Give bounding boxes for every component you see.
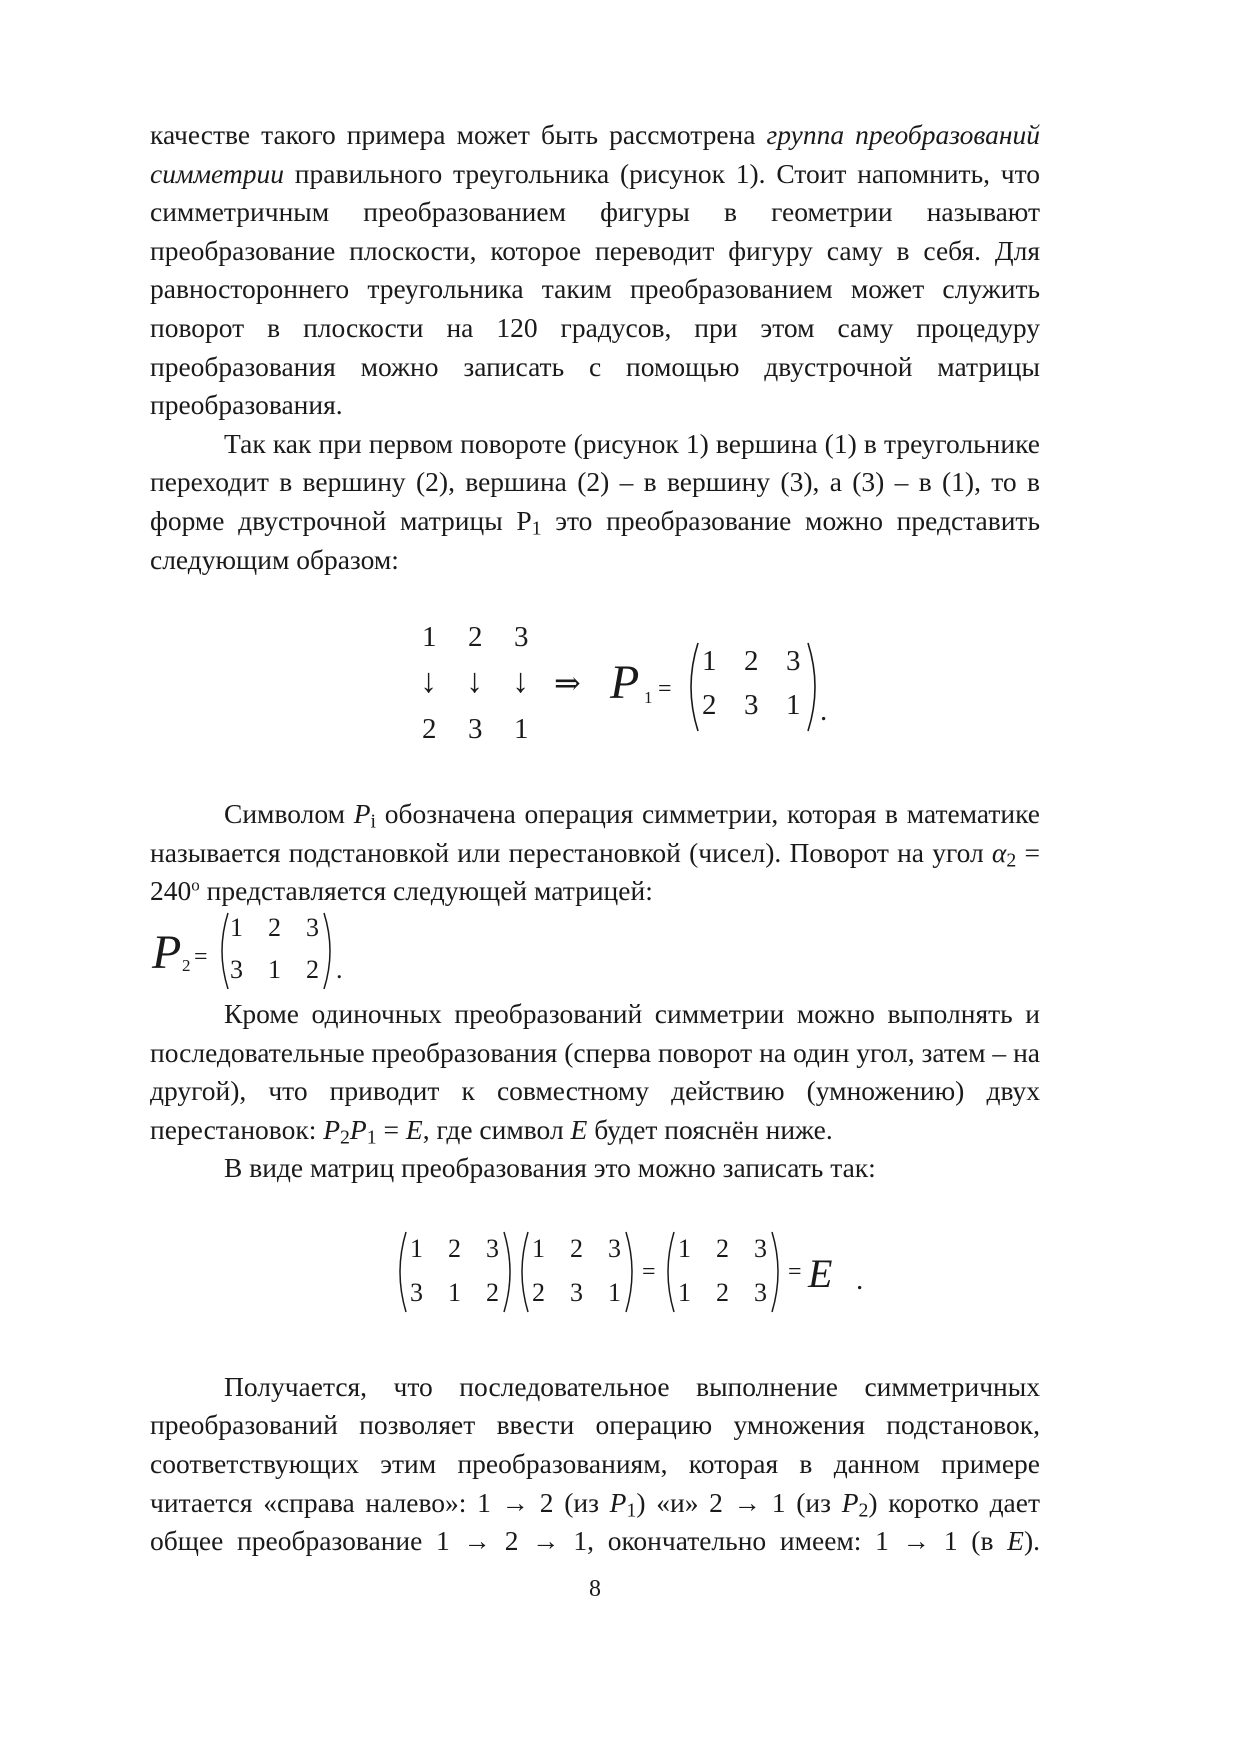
paragraph-4 [150, 995, 1040, 1149]
f3-m2-r2c2: 3 [570, 1277, 583, 1307]
f3-m1-r2c2: 1 [448, 1277, 461, 1307]
p3-text-4: представляется следующей матрицей: [199, 875, 653, 907]
formula-p2 [150, 911, 1040, 995]
p6-symbol-e: E [1007, 1525, 1024, 1557]
f1-arrow-2: ↓ [466, 663, 483, 701]
f1-top-3: 3 [514, 621, 529, 654]
p4-symbol-e-2: E [570, 1113, 588, 1145]
f3-m1-paren-left [394, 1230, 408, 1314]
f1-r1c3: 3 [786, 645, 801, 678]
f3-m2-r1c1: 1 [532, 1233, 545, 1263]
f2-r1c3: 3 [306, 912, 319, 942]
paragraph-5 [150, 1149, 1040, 1188]
p4-text-4: будет пояснён ниже. [587, 1113, 833, 1145]
f1-bottom-2: 3 [468, 713, 483, 746]
p6-text-3: ) коротко дает общее преобразование 1 → 2 → 1, окончательно имеем: 1 → 1 (в [150, 1486, 1040, 1557]
f2-r2c2: 1 [268, 954, 281, 984]
p3-degree: o [191, 875, 200, 895]
p6-text-1: Получается, что последовательное выполнение симметричных преобразований позволяет ввести операцию умножения подстановок, соответствующих этим преобразованиям, которая в данном примере читается «справа налево»: 1 → 2 (из [150, 1370, 1040, 1518]
p4-text-3: , где символ [422, 1113, 571, 1145]
f3-m2-r2c3: 1 [608, 1277, 621, 1307]
p6-sub-2: 2 [858, 1499, 869, 1521]
f3-m1-paren-right [502, 1230, 516, 1314]
p6-text-2: ) «и» 2 → 1 (из [636, 1486, 842, 1518]
p4-symbol-e: E [405, 1113, 423, 1145]
f1-r2c2: 3 [744, 689, 759, 722]
f3-m3-r2c3: 3 [754, 1277, 767, 1307]
f1-symbol-p: P [610, 656, 640, 710]
f1-arrow-1: ↓ [420, 663, 437, 701]
formula-p1 [150, 579, 1040, 795]
f3-result-e: E [808, 1250, 833, 1296]
paragraph-6 [150, 1368, 1040, 1561]
f3-m1-r2c3: 2 [486, 1277, 499, 1307]
p4-text-2: = [376, 1113, 406, 1145]
f1-equals: = [658, 676, 672, 703]
f2-paren-right [322, 911, 336, 991]
f2-r1c1: 1 [230, 912, 243, 942]
p6-symbol-p1: P [609, 1486, 627, 1518]
f2-r2c1: 3 [230, 954, 243, 984]
p4-sub-1: 1 [366, 1126, 377, 1149]
f2-r2c3: 2 [306, 954, 319, 984]
page-number: 8 [589, 1576, 601, 1602]
f3-equals-1: = [642, 1258, 656, 1285]
f3-m1-r1c1: 1 [410, 1233, 423, 1263]
f3-m1-r2c1: 3 [410, 1277, 423, 1307]
f1-r2c1: 2 [702, 689, 717, 722]
f3-m3-r2c2: 2 [716, 1277, 729, 1307]
f1-paren-left [684, 641, 700, 733]
p2-text-1: Так как при первом повороте (рисунок 1) вершина (1) в треугольнике переходит в вершину (2), вершина (2) – в вершину (3), а (3) – в (1), то в форме двустрочной матрицы Р [150, 427, 1040, 536]
f1-bottom-1: 2 [422, 713, 437, 746]
f1-arrow-3: ↓ [512, 663, 529, 701]
p4-symbol-p1: P [349, 1113, 367, 1145]
p3-symbol-alpha: α [991, 836, 1007, 868]
f3-m3-paren-right [770, 1230, 784, 1314]
f1-bottom-3: 1 [514, 713, 529, 746]
p1-text-2: правильного треугольника (рисунок 1). Стоит напомнить, что симметричным преобразованием фигуры в геометрии называют преобразование плоскости, которое переводит фигуру саму в себя. Для равностороннего треугольника таким преобразованием может служить поворот в плоскости на 120 градусов, при этом саму процедуру преобразования можно записать с помощью двустрочной матрицы преобразования. [150, 157, 1040, 421]
p4-symbol-p2: P [323, 1113, 341, 1145]
p6-text-4: ). [1023, 1525, 1040, 1557]
p6-symbol-p2: P [841, 1486, 859, 1518]
p1-text-1: качестве такого примера может быть рассмотрена [150, 119, 767, 150]
f1-period: . [820, 695, 828, 728]
f1-r2c3: 1 [786, 689, 801, 722]
f3-period: . [856, 1263, 864, 1296]
p5-text-1: В виде матриц преобразования это можно записать так: [224, 1152, 876, 1184]
p4-text-1: Кроме одиночных преобразований симметрии можно выполнять и последовательные преобразования (сперва поворот на один угол, затем – на другой), что приводит к совместному действию (умножению) двух перестановок: [150, 997, 1040, 1145]
f2-period: . [336, 954, 343, 984]
p2-subscript: 1 [531, 517, 542, 540]
p2-text-2: это преобразование можно представить следующим образом: [150, 504, 1040, 575]
p3-text-1: Символом [224, 798, 354, 830]
paragraph-1 [150, 116, 1040, 425]
f3-m2-paren-right [624, 1230, 638, 1314]
f3-m3-r1c3: 3 [754, 1233, 767, 1263]
f3-m1-r1c3: 3 [486, 1233, 499, 1263]
f3-m2-r2c1: 2 [532, 1277, 545, 1307]
p3-text-2: обозначена операция симметрии, которая в математике называется подстановкой или перестановкой (чисел). Поворот на угол [150, 798, 1041, 868]
p6-sub-1: 1 [626, 1499, 637, 1521]
f2-paren-left [216, 911, 230, 991]
f1-r1c2: 2 [744, 645, 759, 678]
formula-product [150, 1188, 1040, 1368]
f2-r1c2: 2 [268, 912, 281, 942]
p3-subscript-2: 2 [1006, 849, 1017, 872]
p3-symbol-p: P [353, 798, 371, 830]
f3-m2-r1c3: 3 [608, 1233, 621, 1263]
f3-m3-r1c1: 1 [678, 1233, 691, 1263]
f3-m3-r1c2: 2 [716, 1233, 729, 1263]
paragraph-3 [150, 795, 1040, 911]
f2-symbol-p: P [152, 925, 182, 979]
f2-equals: = [194, 943, 208, 970]
p4-sub-2: 2 [340, 1126, 350, 1149]
p3-subscript-i: i [370, 810, 377, 833]
f1-symbol-sub: 1 [644, 688, 653, 708]
f3-m2-paren-left [516, 1230, 530, 1314]
page-content [150, 116, 1040, 1561]
f1-implies: ⇒ [554, 665, 581, 702]
f3-m3-r2c1: 1 [678, 1277, 691, 1307]
f1-top-1: 1 [422, 621, 437, 654]
p3-text-3: = 240 [150, 836, 1040, 907]
paragraph-2 [150, 425, 1040, 579]
f1-top-2: 2 [468, 621, 483, 654]
f3-m3-paren-left [662, 1230, 676, 1314]
f1-r1c1: 1 [702, 645, 717, 678]
f3-m1-r1c2: 2 [448, 1233, 461, 1263]
f3-m2-r1c2: 2 [570, 1233, 583, 1263]
p1-emphasis-group: группа преобразований симметрии [150, 119, 1040, 189]
f3-equals-2: = [788, 1258, 802, 1285]
f2-symbol-sub: 2 [182, 955, 191, 975]
